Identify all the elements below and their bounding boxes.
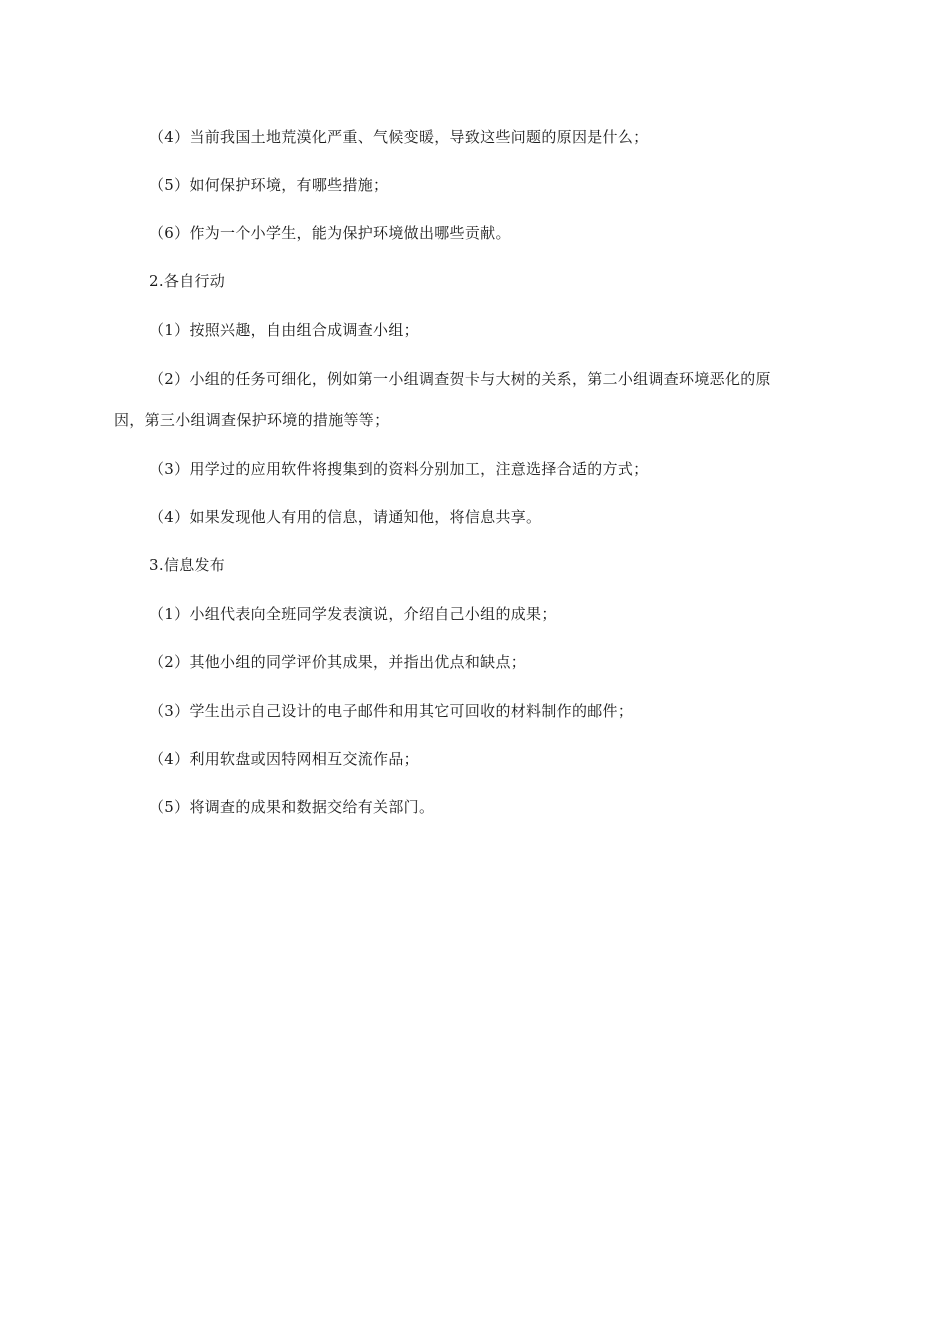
list-item: （6）作为一个小学生，能为保护环境做出哪些贡献。 (149, 224, 511, 242)
list-item: （1）按照兴趣，自由组合成调查小组； (149, 321, 419, 339)
list-item: （4）如果发现他人有用的信息，请通知他，将信息共享。 (149, 508, 542, 526)
list-item: （2）小组的任务可细化，例如第一小组调查贺卡与大树的关系，第二小组调查环境恶化的原 (149, 370, 771, 388)
section-heading: 3.信息发布 (149, 556, 226, 574)
list-item-continuation: 因，第三小组调查保护环境的措施等等； (114, 411, 390, 429)
list-item: （2）其他小组的同学评价其成果，并指出优点和缺点； (149, 653, 527, 671)
list-item: （5）将调查的成果和数据交给有关部门。 (149, 798, 435, 816)
list-item: （4）利用软盘或因特网相互交流作品； (149, 750, 419, 768)
list-item: （1）小组代表向全班同学发表演说，介绍自己小组的成果； (149, 605, 557, 623)
list-item: （4）当前我国土地荒漠化严重、气候变暖，导致这些问题的原因是什么； (149, 128, 649, 146)
list-item: （5）如何保护环境，有哪些措施； (149, 176, 389, 194)
list-item: （3）学生出示自己设计的电子邮件和用其它可回收的材料制作的邮件； (149, 702, 634, 720)
section-heading: 2.各自行动 (149, 272, 226, 290)
list-item: （3）用学过的应用软件将搜集到的资料分别加工，注意选择合适的方式； (149, 460, 649, 478)
